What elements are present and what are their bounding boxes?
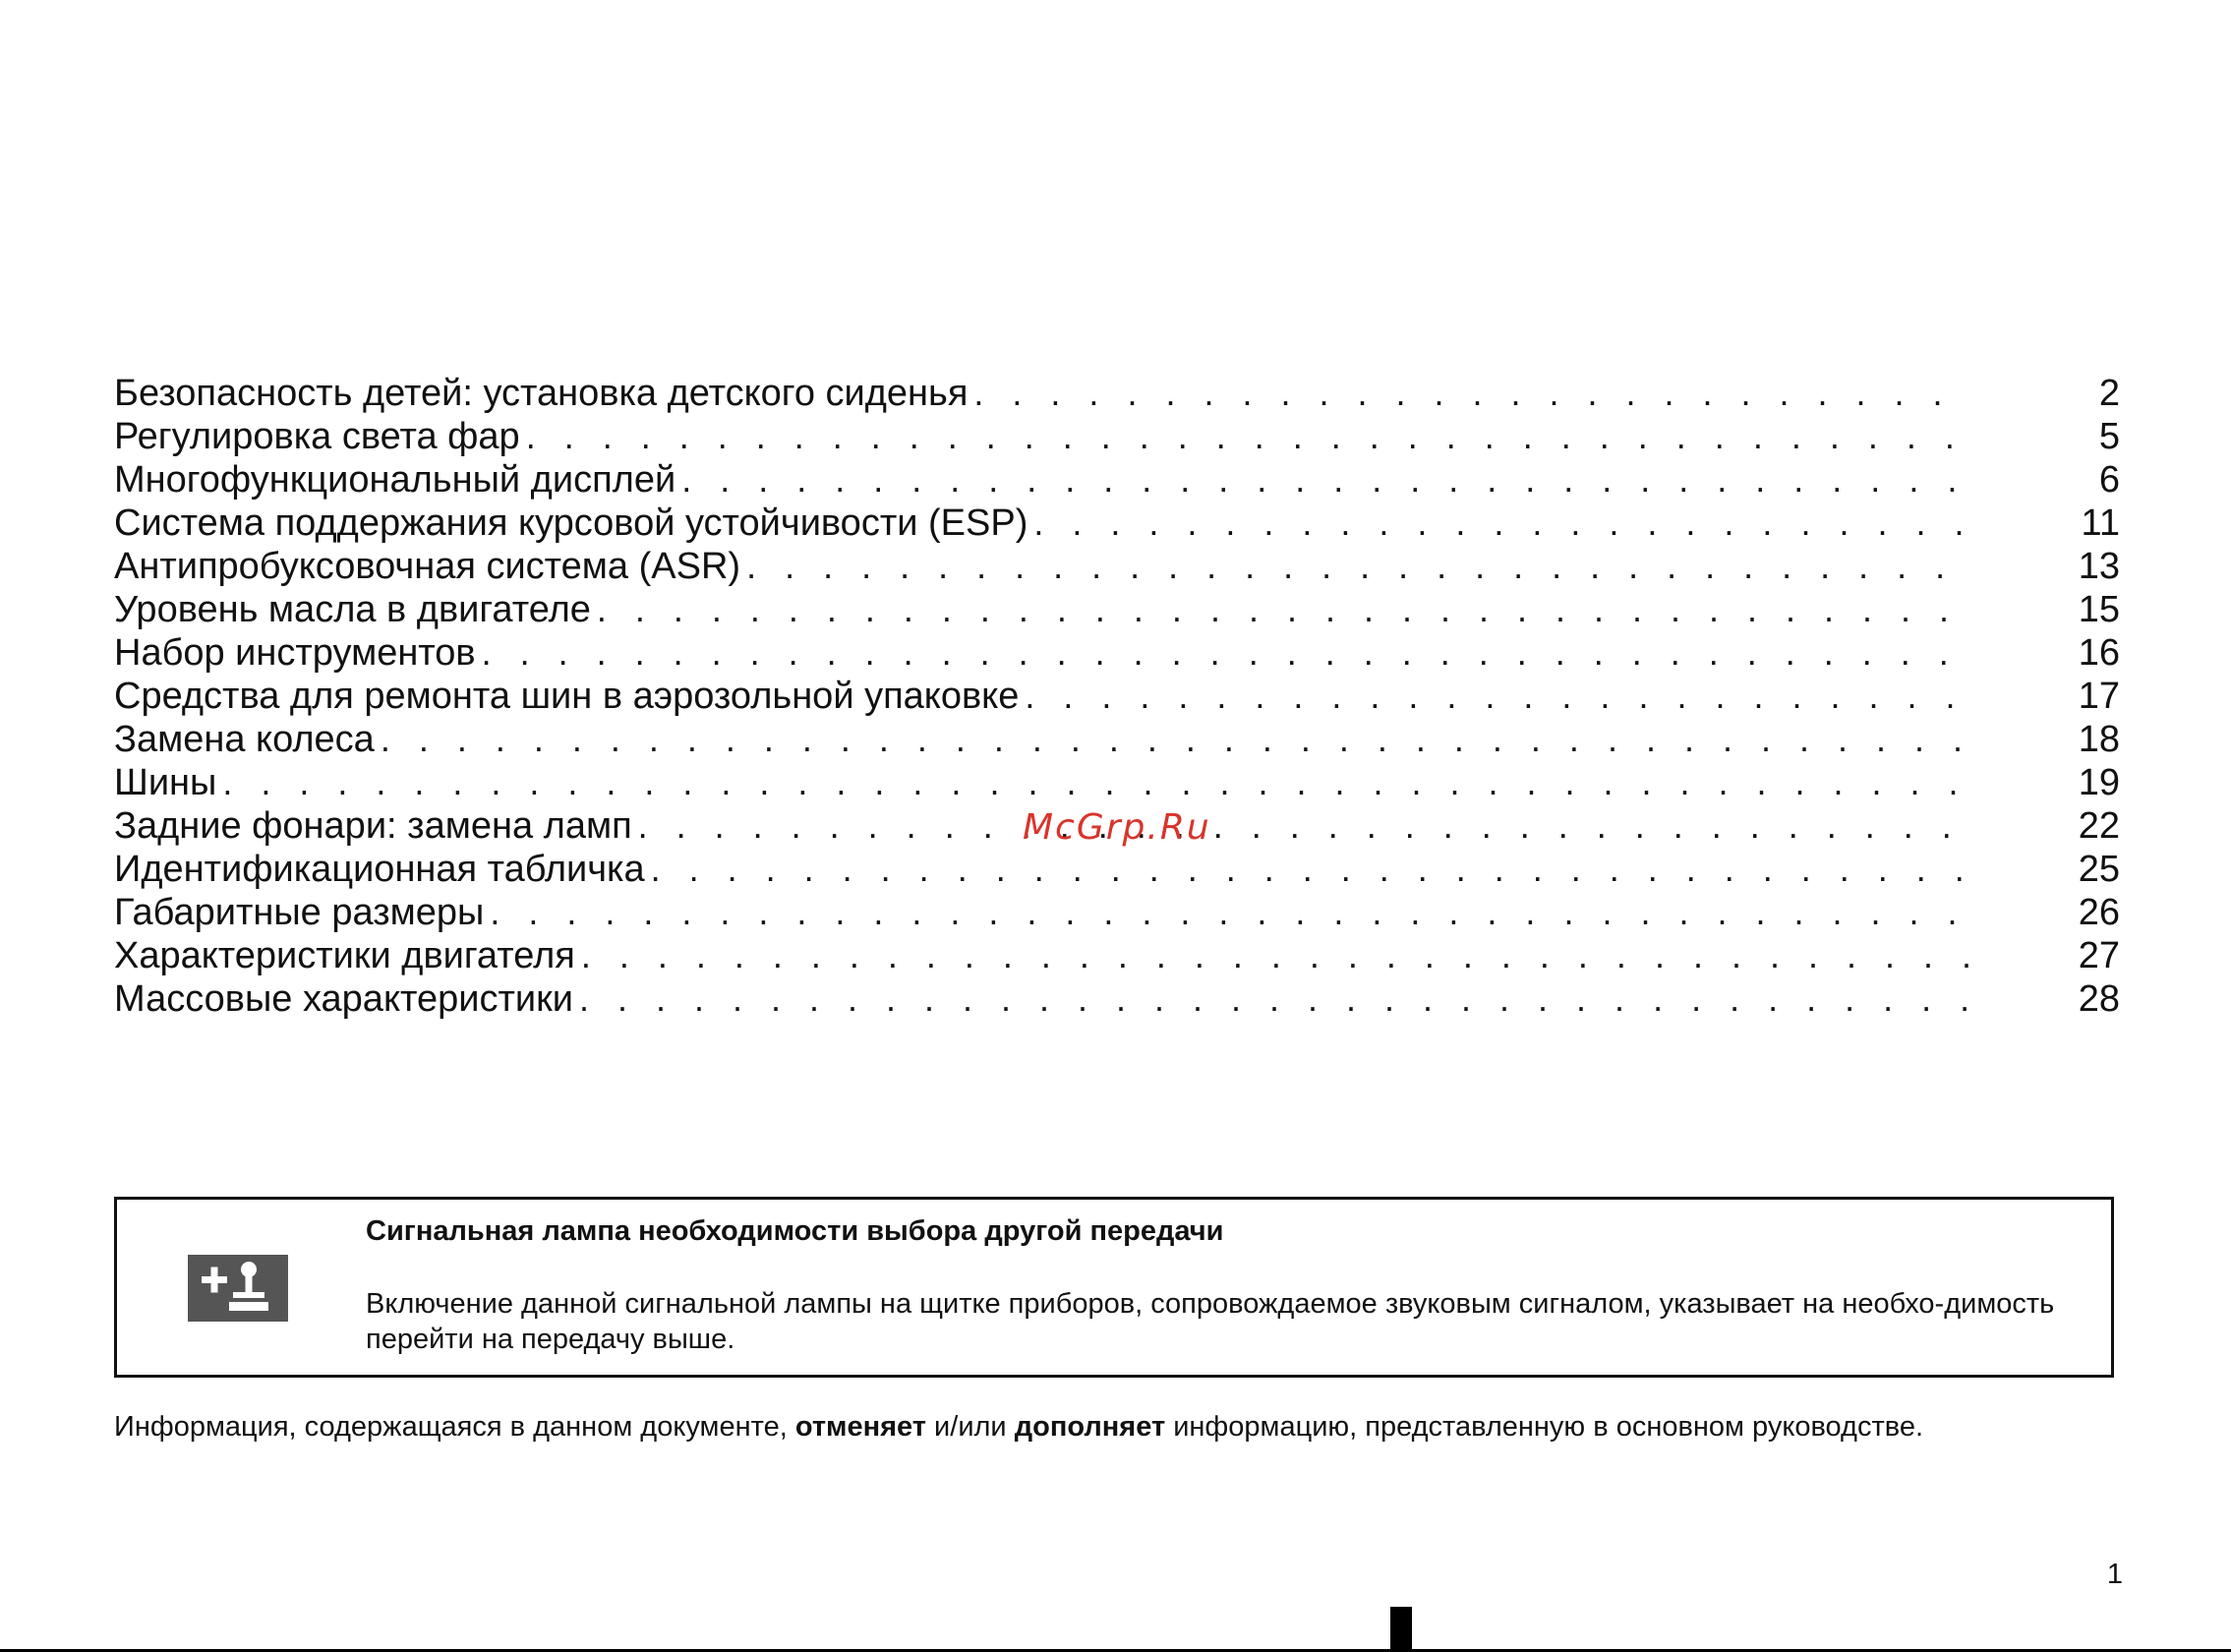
- toc-dot-leader: [1025, 675, 1968, 718]
- toc-dot-leader: [638, 804, 1968, 848]
- toc-entry-title: Набор инструментов: [114, 632, 476, 674]
- notice-box: [114, 1197, 2114, 1378]
- toc-entry-page: 22: [2078, 805, 2120, 847]
- toc-entry-title: Массовые характеристики: [114, 978, 573, 1020]
- toc-entry-page: 13: [2078, 546, 2120, 587]
- toc-dot-leader: [581, 934, 1968, 977]
- toc-dot-leader: [381, 718, 1968, 761]
- toc-entry: [114, 502, 2120, 545]
- toc-dot-leader: [490, 891, 1968, 934]
- footer-text-part: информацию, представленную в основном руководстве.: [1165, 1411, 1924, 1443]
- toc-entry: [114, 718, 2120, 761]
- toc-entry-title: Антипробуксовочная система (ASR): [114, 546, 741, 587]
- notice-heading: Сигнальная лампа необходимости выбора другой передачи: [366, 1215, 1224, 1247]
- toc-entry: [114, 372, 2120, 415]
- toc-entry-page: 18: [2078, 719, 2120, 760]
- toc-entry: [114, 415, 2120, 458]
- toc-entry-title: Замена колеса: [114, 719, 375, 760]
- toc-dot-leader: [526, 415, 1968, 458]
- toc-entry-page: 16: [2078, 632, 2120, 674]
- page-number: 1: [2106, 1559, 2123, 1590]
- toc-entry-page: 15: [2078, 589, 2120, 630]
- toc-dot-leader: [973, 372, 1968, 415]
- footer-bold-text: дополняет: [1014, 1411, 1166, 1443]
- toc-dot-leader: [746, 545, 1968, 588]
- toc-entry-page: 6: [2098, 459, 2120, 501]
- toc-entry-title: Безопасность детей: установка детского сиденья: [114, 373, 969, 414]
- toc-entry-title: Регулировка света фар: [114, 416, 520, 457]
- toc-entry-title: Средства для ремонта шин в аэрозольной упаковке: [114, 676, 1020, 717]
- toc-entry-page: 26: [2078, 892, 2120, 933]
- toc-entry-title: Шины: [114, 762, 217, 803]
- toc-entry-page: 2: [2098, 373, 2120, 414]
- toc-entry-page: 11: [2081, 502, 2120, 544]
- toc-entry: [114, 848, 2120, 891]
- gear-shift-up-icon: [188, 1255, 288, 1322]
- toc-entry-title: Габаритные размеры: [114, 892, 485, 933]
- toc-entry: [114, 458, 2120, 502]
- notice-text: Включение данной сигнальной лампы на щитке приборов, сопровождаемое звуковым сигналом, указывает на необхо-димость перейти на передачу выше.: [366, 1288, 2055, 1355]
- toc-entry: [114, 761, 2120, 804]
- toc-dot-leader: [681, 458, 1968, 502]
- crop-mark: [1390, 1607, 1412, 1652]
- toc-dot-leader: [597, 588, 1968, 631]
- toc-entry: [114, 545, 2120, 588]
- toc-dot-leader: [482, 631, 1968, 675]
- toc-entry: [114, 977, 2120, 1021]
- toc-entry-title: Идентификационная табличка: [114, 849, 645, 890]
- toc-entry: [114, 675, 2120, 718]
- footer-note: [114, 1409, 2120, 1445]
- footer-text-part: Информация, содержащаяся в данном документе,: [114, 1411, 795, 1443]
- footer-text-part: и/или: [926, 1411, 1015, 1443]
- toc-entry-page: 5: [2098, 416, 2120, 457]
- toc-entry-page: 28: [2078, 978, 2120, 1020]
- watermark: McGrp.Ru: [1023, 807, 1211, 848]
- toc-entry: [114, 891, 2120, 934]
- toc-dot-leader: [651, 848, 1968, 891]
- toc-entry: [114, 588, 2120, 631]
- toc-entry-page: 25: [2078, 849, 2120, 890]
- toc-entry-title: Система поддержания курсовой устойчивости (ESP): [114, 502, 1028, 544]
- toc-entry-page: 19: [2078, 762, 2120, 803]
- toc-dot-leader: [579, 977, 1968, 1021]
- toc-dot-leader: [222, 761, 1968, 804]
- footer-bold-text: отменяет: [794, 1411, 926, 1443]
- table-of-contents: [114, 372, 2120, 1021]
- toc-entry-title: Характеристики двигателя: [114, 935, 575, 976]
- toc-entry-title: Задние фонари: замена ламп: [114, 805, 632, 847]
- toc-entry-page: 27: [2078, 935, 2120, 976]
- toc-entry-title: Уровень масла в двигателе: [114, 589, 591, 630]
- toc-dot-leader: [1033, 502, 1968, 545]
- toc-entry-page: 17: [2078, 676, 2120, 717]
- toc-entry: [114, 934, 2120, 977]
- toc-entry-title: Многофункциональный дисплей: [114, 459, 676, 501]
- toc-entry: [114, 631, 2120, 675]
